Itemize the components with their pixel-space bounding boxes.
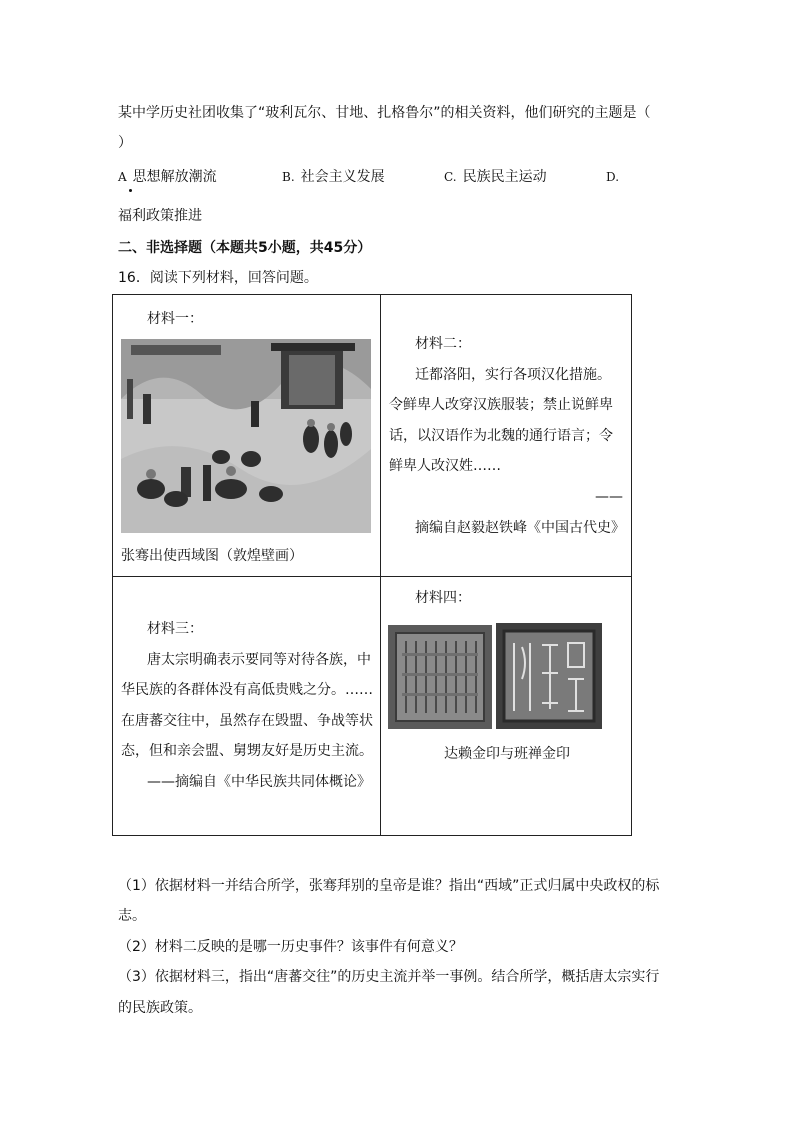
option-letter: D. — [606, 170, 620, 184]
option-letter: B. — [282, 170, 295, 184]
emphasis-dot — [129, 189, 132, 192]
material3-line: 态，但和亲会盟、舅甥友好是历史主流。 — [121, 743, 373, 759]
q15-option-a — [118, 168, 217, 186]
q16-subquestion-1: （1）依据材料一并结合所学，张骞拜别的皇帝是谁？指出“西域”正式归属中央政权的标 — [118, 878, 660, 894]
q16-subquestion-3-cont: 的民族政策。 — [118, 1000, 202, 1016]
q15-option-d — [606, 168, 625, 186]
q16-subquestion-2: （2）材料二反映的是哪一历史事件？该事件有何意义？ — [118, 939, 463, 955]
table-divider-horizontal — [113, 576, 631, 577]
golden-seals-image — [388, 623, 602, 729]
material3-source: ——摘编自《中华民族共同体概论》 — [147, 774, 371, 790]
materials-table — [112, 294, 632, 836]
option-letter: C. — [444, 170, 457, 184]
q15-option-b — [282, 168, 385, 186]
q15-option-c — [444, 168, 547, 186]
table-divider-vertical — [380, 295, 381, 835]
material3-line: 华民族的各群体没有高低贵贱之分。…… — [121, 682, 373, 698]
q15-option-d-text: 福利政策推进 — [118, 208, 202, 224]
q16-intro: 16．阅读下列材料，回答问题。 — [118, 270, 318, 286]
mural-painting-icon — [121, 339, 371, 533]
material2-line: 话，以汉语作为北魏的通行语言；令 — [389, 428, 613, 444]
material2-line: 迁都洛阳，实行各项汉化措施。 — [415, 367, 611, 383]
option-text: 思想解放潮流 — [132, 169, 217, 185]
material4-caption: 达赖金印与班禅金印 — [444, 746, 570, 762]
material4-label: 材料四： — [415, 590, 471, 606]
material3-label: 材料三： — [147, 621, 203, 637]
option-text: 社会主义发展 — [300, 169, 385, 185]
material3-line: 在唐蕃交往中，虽然存在毁盟、争战等状 — [121, 713, 373, 729]
material2-line: 鲜卑人改汉姓…… — [389, 458, 501, 474]
material3-line: 唐太宗明确表示要同等对待各族，中 — [147, 652, 371, 668]
option-text: 民族民主运动 — [462, 169, 547, 185]
dunhuang-mural-image — [121, 339, 371, 533]
section-heading: 二、非选择题（本题共5小题，共45分） — [118, 240, 372, 256]
material2-label: 材料二： — [415, 336, 471, 352]
q16-subquestion-1-cont: 志。 — [118, 908, 146, 924]
seal-impressions-icon — [388, 623, 602, 729]
material2-dash: —— — [595, 489, 623, 505]
material2-source: 摘编自赵毅赵铁峰《中国古代史》 — [415, 520, 625, 536]
q15-stem-line1: 某中学历史社团收集了“玻利瓦尔、甘地、扎格鲁尔”的相关资料，他们研究的主题是（ — [118, 105, 651, 121]
material2-line: 令鲜卑人改穿汉族服装；禁止说鲜卑 — [389, 397, 613, 413]
option-letter: A — [118, 170, 127, 184]
material1-label: 材料一： — [147, 311, 203, 327]
material1-caption: 张骞出使西域图（敦煌壁画） — [121, 548, 303, 564]
q15-stem-line2: ） — [118, 135, 132, 151]
q16-subquestion-3: （3）依据材料三，指出“唐蕃交往”的历史主流并举一事例。结合所学，概括唐太宗实行 — [118, 969, 660, 985]
